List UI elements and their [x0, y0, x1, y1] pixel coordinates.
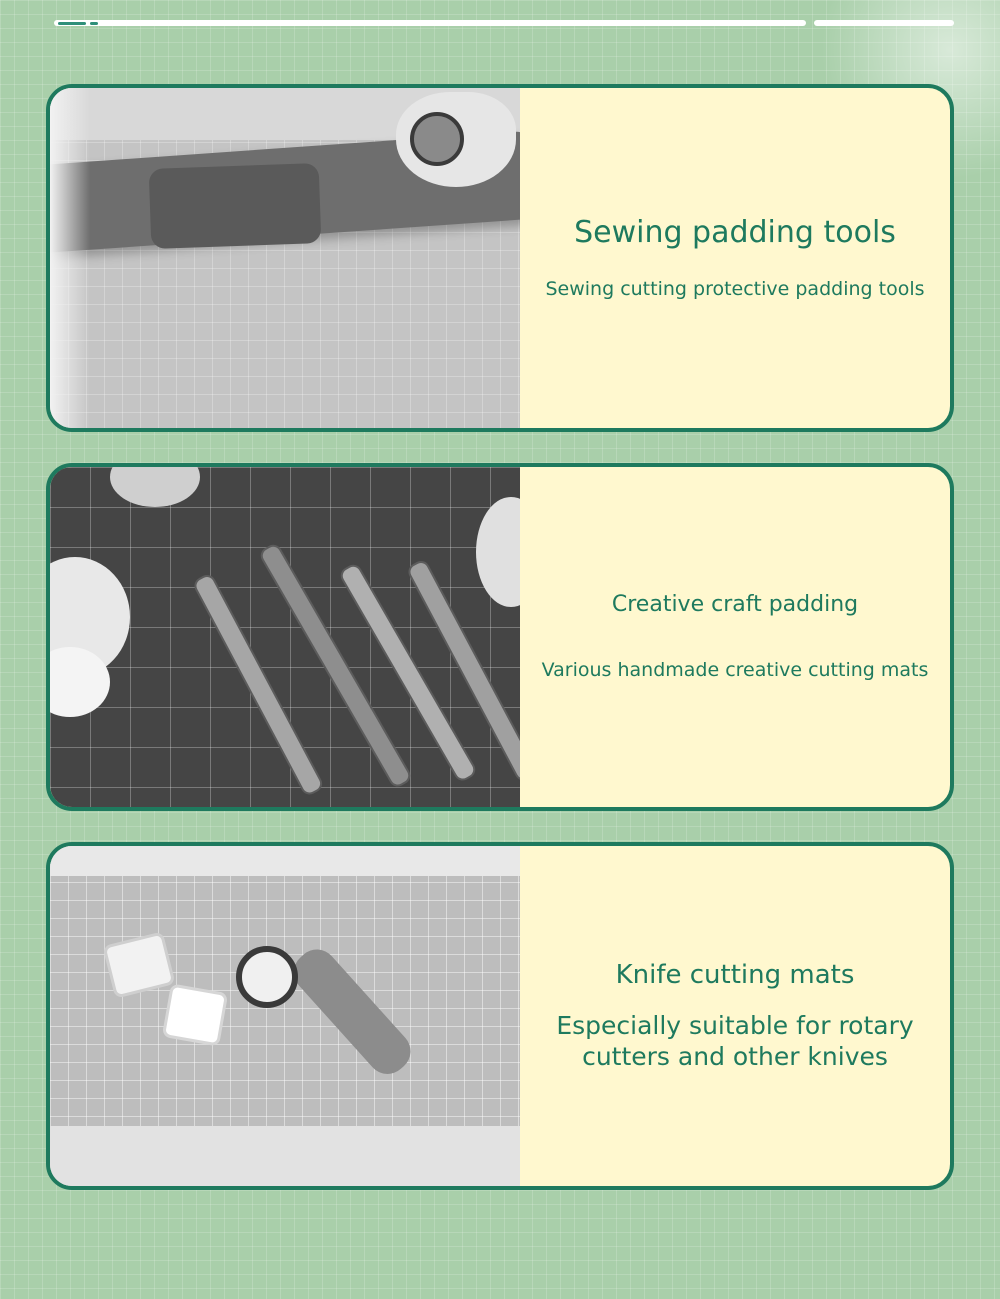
flower-decoration: [110, 467, 200, 507]
craft-knives-photo: [50, 467, 520, 807]
sewing-mat-photo: [50, 88, 520, 428]
craft-knife-icon: [337, 562, 478, 784]
progress-bar-end: [814, 20, 954, 26]
fabric-fold: [149, 163, 322, 249]
progress-bar-dot: [90, 22, 98, 25]
clear-box-icon: [162, 983, 228, 1046]
mat-top-edge: [50, 846, 520, 876]
card-text-panel: [520, 88, 950, 428]
photo-edge: [50, 88, 90, 428]
card-subtitle: Various handmade creative cutting mats: [541, 658, 929, 681]
card-subtitle: Sewing cutting protective padding tools: [545, 277, 925, 300]
feature-card-knife: [46, 842, 954, 1190]
card-text-panel: [520, 846, 950, 1186]
rotary-cutter-icon: [410, 112, 464, 166]
card-title: Knife cutting mats: [615, 959, 855, 990]
rotary-cutter-handle: [286, 941, 419, 1082]
pin-box-icon: [102, 931, 175, 998]
card-title: Creative craft padding: [611, 591, 859, 617]
card-text-panel: [520, 467, 950, 807]
card-subtitle: Especially suitable for rotary cutters and other knives: [556, 1010, 914, 1071]
rotary-blade-icon: [236, 946, 298, 1008]
feature-card-craft: [46, 463, 954, 811]
card-title: Sewing padding tools: [574, 214, 896, 250]
wood-surface: [50, 1126, 520, 1186]
feature-card-sewing: [46, 84, 954, 432]
rotary-cutter-photo: [50, 846, 520, 1186]
flower-decoration: [476, 497, 520, 607]
craft-knife-icon: [257, 542, 413, 790]
progress-bar-accent: [58, 22, 86, 25]
progress-bar: [54, 20, 806, 26]
